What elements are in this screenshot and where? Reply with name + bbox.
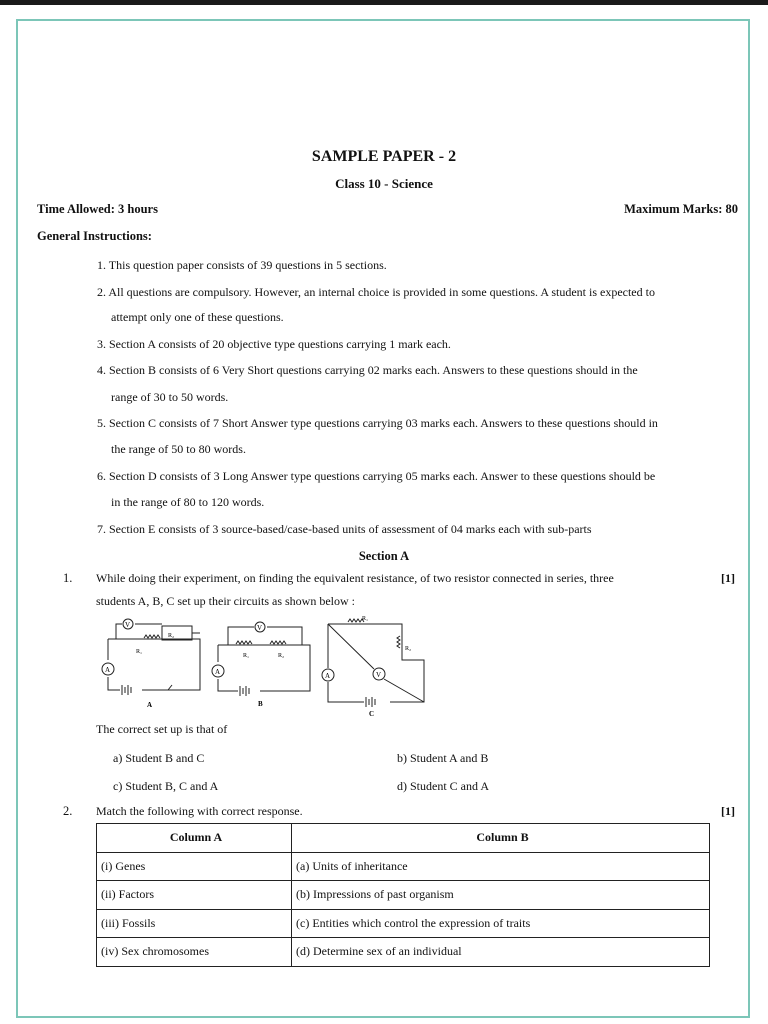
table-cell: (iv) Sex chromosomes xyxy=(97,938,292,967)
question-1-text-line1: While doing their experiment, on finding the equivalent resistance, of two resistor connected in series, three xyxy=(96,571,614,585)
student-c-label: C xyxy=(369,710,375,718)
instruction-line: range of 30 to 50 words. xyxy=(111,390,229,404)
question-1-prompt: The correct set up is that of xyxy=(96,722,228,736)
instruction-line: attempt only one of these questions. xyxy=(111,310,284,324)
r1-label: R₁ xyxy=(362,616,369,622)
instruction-line: 1. This question paper consists of 39 questions in 5 sections. xyxy=(97,258,387,272)
question-1-option-b[interactable]: b) Student A and B xyxy=(397,751,489,765)
r2-label: R₂ xyxy=(405,646,412,652)
table-cell: (iii) Fossils xyxy=(97,909,292,938)
table-row xyxy=(97,938,710,967)
instruction-line: 7. Section E consists of 3 source-based/case-based units of assessment of 04 marks each with sub-parts xyxy=(97,522,592,536)
paper-subtitle: Class 10 - Science xyxy=(335,176,433,191)
instruction-line: 6. Section D consists of 3 Long Answer type questions carrying 05 marks each. Answer to these questions should be xyxy=(97,469,656,483)
top-border-bar xyxy=(0,0,768,5)
question-1-option-a[interactable]: a) Student B and C xyxy=(113,751,205,765)
table-cell: (ii) Factors xyxy=(97,881,292,910)
question-1-text-line2: students A, B, C set up their circuits as shown below : xyxy=(96,594,355,608)
circuit-diagram-c xyxy=(318,612,430,720)
question-2-marks: [1] xyxy=(721,804,735,818)
table-cell: (b) Impressions of past organism xyxy=(292,881,710,910)
question-1-number: 1. xyxy=(63,571,73,585)
question-1-option-c[interactable]: c) Student B, C and A xyxy=(113,779,219,793)
ammeter-label: A xyxy=(105,666,111,674)
r1-label: R₁ xyxy=(136,649,143,655)
instruction-line: the range of 50 to 80 words. xyxy=(111,442,246,456)
ammeter-label: A xyxy=(215,668,221,676)
student-b-label: B xyxy=(258,700,263,708)
table-cell: (d) Determine sex of an individual xyxy=(292,938,710,967)
section-a-heading: Section A xyxy=(358,549,410,563)
voltmeter-label: V xyxy=(257,624,263,632)
table-cell: (c) Entities which control the expression of traits xyxy=(292,909,710,938)
match-table xyxy=(96,823,710,967)
time-allowed: Time Allowed: 3 hours xyxy=(37,202,158,216)
student-a-label: A xyxy=(147,701,153,709)
instruction-line: 5. Section C consists of 7 Short Answer type questions carrying 03 marks each. Answers to these questions should in xyxy=(97,416,658,430)
r1-label: R₁ xyxy=(243,653,250,659)
instruction-line: in the range of 80 to 120 words. xyxy=(111,495,265,509)
question-1-marks: [1] xyxy=(721,571,735,585)
paper-title: SAMPLE PAPER - 2 xyxy=(311,148,457,165)
voltmeter-label: V xyxy=(125,621,131,629)
voltmeter-label: V xyxy=(376,671,382,679)
column-b-header: Column B xyxy=(292,824,710,853)
circuit-diagram-b xyxy=(210,617,320,710)
maximum-marks: Maximum Marks: 80 xyxy=(624,202,738,216)
r2-label: R₂ xyxy=(278,653,285,659)
r2-label: R₂ xyxy=(168,633,175,639)
circuit-diagram-a xyxy=(100,615,208,710)
instruction-line: 4. Section B consists of 6 Very Short questions carrying 02 marks each. Answers to these questions should in the xyxy=(97,363,638,377)
table-row xyxy=(97,852,710,881)
table-header-row xyxy=(97,824,710,853)
instructions-heading: General Instructions: xyxy=(37,229,152,243)
question-2-text: Match the following with correct response. xyxy=(96,804,303,818)
instruction-line: 3. Section A consists of 20 objective type questions carrying 1 mark each. xyxy=(97,337,451,351)
table-cell: (i) Genes xyxy=(97,852,292,881)
table-cell: (a) Units of inheritance xyxy=(292,852,710,881)
column-a-header: Column A xyxy=(97,824,292,853)
table-row xyxy=(97,909,710,938)
table-row xyxy=(97,881,710,910)
instruction-line: 2. All questions are compulsory. However, an internal choice is provided in some questions. A student is expected to xyxy=(97,285,655,299)
question-1-option-d[interactable]: d) Student C and A xyxy=(397,779,489,793)
question-2-number: 2. xyxy=(63,804,73,818)
ammeter-label: A xyxy=(325,672,331,680)
